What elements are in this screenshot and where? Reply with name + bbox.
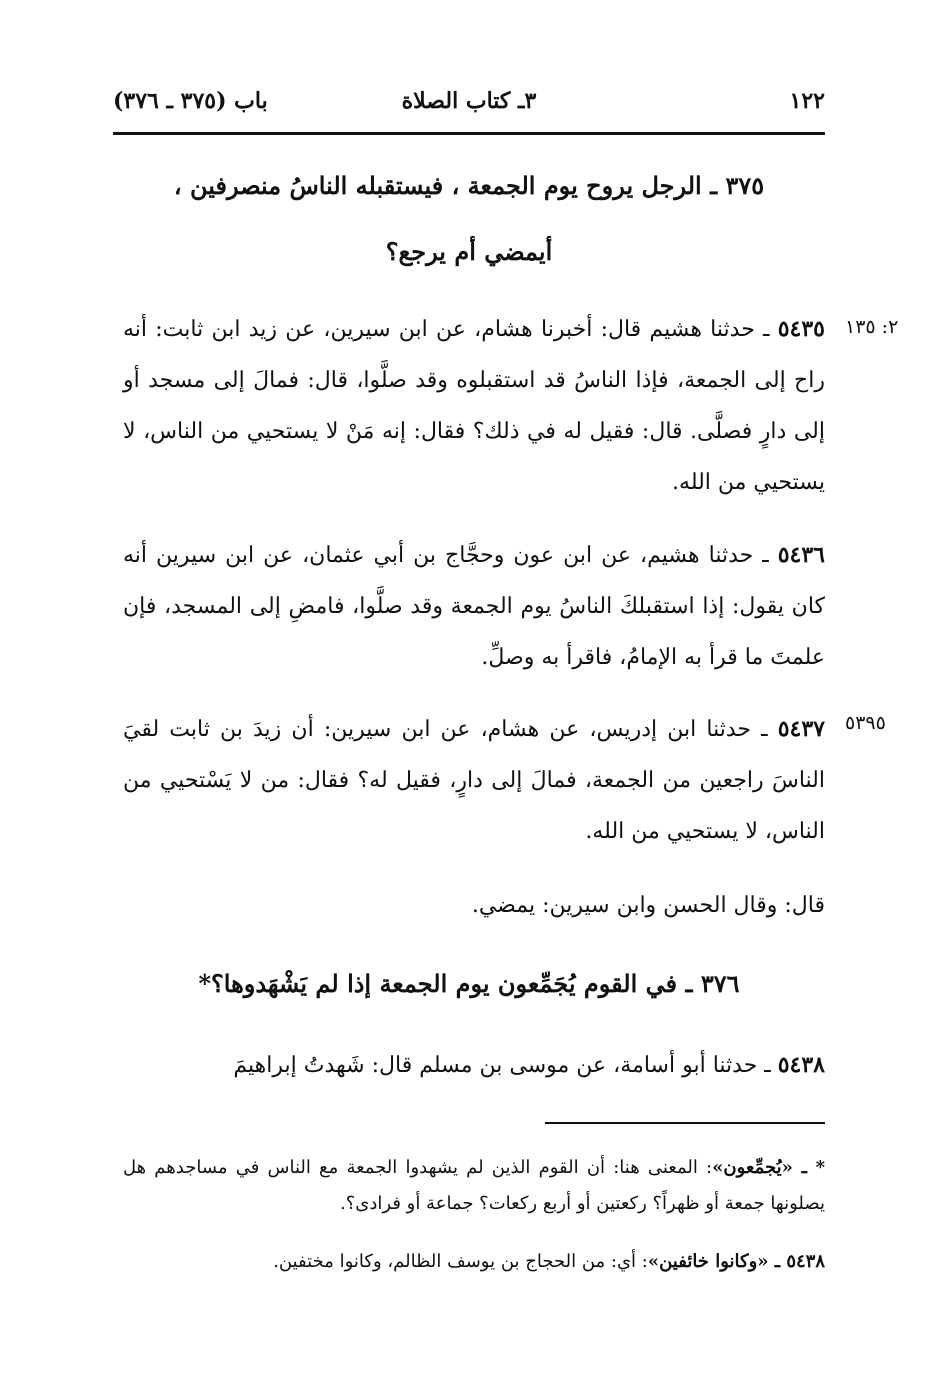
hadith-text: ـ حدثنا هشيم قال: أخبرنا هشام، عن ابن سيرين، عن زيد ابن ثابت: أنه راح إلى الجمعة، فإذا الناسُ قد استقبلوه وقد صلَّوا، قال: فمالَ إلى مسجد أو إلى دارٍ فصلَّى. قال: فقيل له في ذلك؟ فقال: إنه مَنْ لا يستحيي من الناس، لا يستحيي من الله. (123, 317, 825, 495)
page-header (113, 88, 825, 122)
hadith-text: ـ حدثنا ابن إدريس، عن هشام، عن ابن سيرين: أن زيدَ بن ثابت لقيَ الناسَ راجعين من الجمعة، فمالَ إلى دارٍ، فقيل له؟ فقال: من لا يَسْتحيي من الناس، لا يستحيي من الله. (123, 717, 825, 844)
book-title: ٣ـ كتاب الصلاة (401, 88, 537, 114)
margin-reference-5437: ٥٣٩٥ (845, 712, 886, 734)
chapter-375-title-line1: ٣٧٥ ـ الرجل يروح يوم الجمعة ، فيستقبله الناسُ منصرفين ، (173, 171, 765, 200)
hadith-5437 (123, 704, 825, 857)
page-number: ١٢٢ (789, 88, 825, 114)
footnote-rule (545, 1122, 825, 1124)
hadith-number: ٥٤٣٥ (777, 316, 825, 342)
hadith-number: ٥٤٣٦ (777, 542, 825, 568)
chapter-375-title-line2: أيمضي أم يرجع؟ (385, 237, 553, 266)
footnote-text: : أي: من الحجاج بن يوسف الظالم، وكانوا مختفين. (273, 1251, 648, 1272)
footnote-2 (123, 1244, 825, 1280)
hadith-5436 (123, 530, 825, 683)
margin-reference-5435: ٢: ١٣٥ (845, 316, 899, 338)
hadith-text: ـ حدثنا هشيم، عن ابن عون وحجَّاج بن أبي عثمان، عن ابن سيرين أنه كان يقول: إذا استقبلكَ الناسُ يوم الجمعة وقد صلَّوا، فامضِ إلى المسجد، فإن علمتَ ما قرأ به الإمامُ، فاقرأ به وصلِّ. (123, 543, 825, 670)
chapter-376-title: ٣٧٦ ـ في القوم يُجَمِّعون يوم الجمعة إذا لم يَشْهَدوها؟* (198, 969, 740, 998)
qal-line: قال: وقال الحسن وابن سيرين: يمضي. (471, 893, 825, 918)
chapter-range: باب (٣٧٥ ـ ٣٧٦) (113, 88, 268, 114)
header-rule (113, 132, 825, 135)
hadith-number: ٥٤٣٨ (777, 1052, 825, 1078)
footnote-term: ٥٤٣٨ ـ «وكانوا خائفين» (647, 1251, 825, 1272)
hadith-text: ـ حدثنا أبو أسامة، عن موسى بن مسلم قال: شَهدتُ إبراهيمَ (233, 1053, 778, 1078)
hadith-number: ٥٤٣٧ (777, 716, 825, 742)
footnote-term: * ـ «يُجمِّعون» (712, 1157, 825, 1178)
hadith-5435 (123, 304, 825, 508)
footnote-1 (123, 1150, 825, 1222)
hadith-5438 (123, 1040, 825, 1091)
footnote-text: : المعنى هنا: أن القوم الذين لم يشهدوا الجمعة مع الناس في مساجدهم هل يصلونها جمعة أو ظهراً؟ ركعتين أو أربع ركعات؟ جماعة أو فرادى؟. (123, 1157, 825, 1214)
